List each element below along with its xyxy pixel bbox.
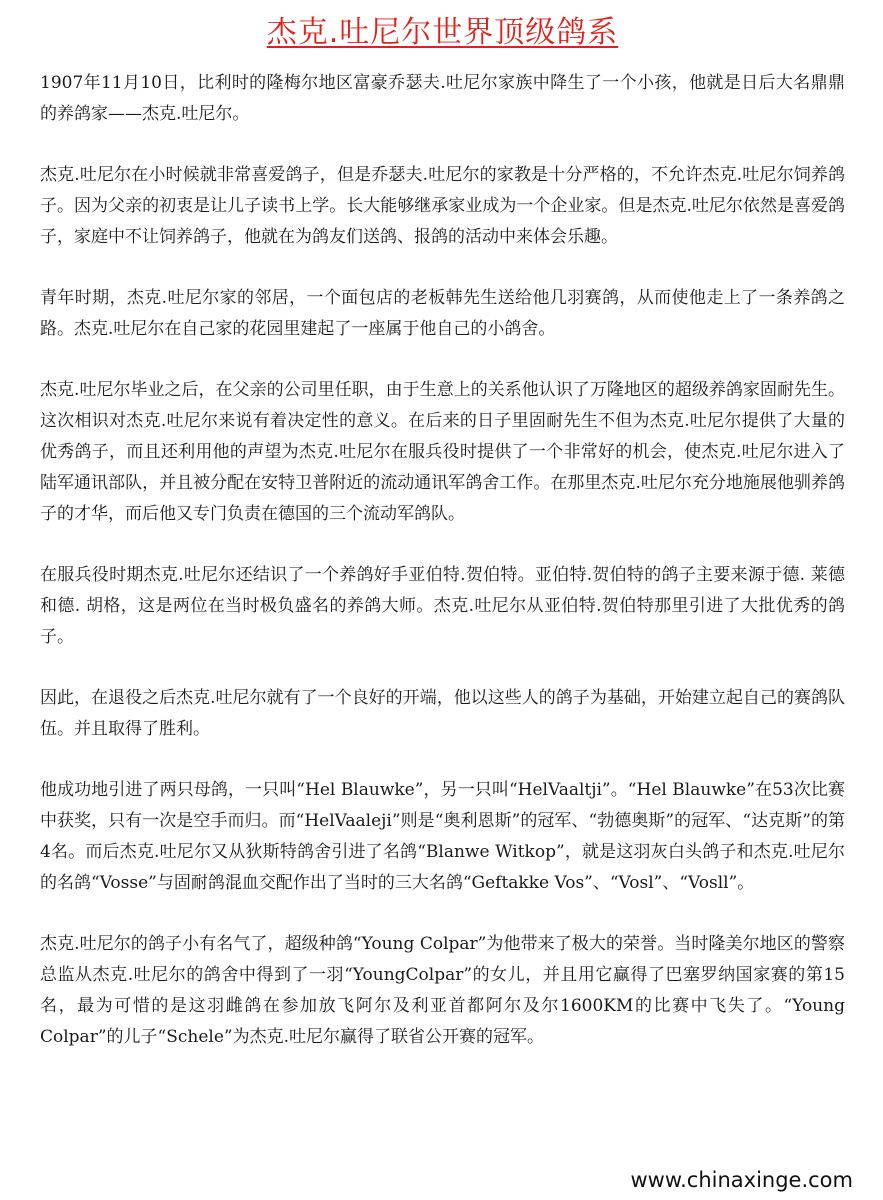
title-container [40,14,845,52]
paragraph-4: 杰克.吐尼尔毕业之后，在父亲的公司里任职，由于生意上的关系他认识了万隆地区的超级养鸽家固耐先生。这次相识对杰克.吐尼尔来说有着决定性的意义。在后来的日子里固耐先生不但为杰克.吐尼尔提供了大量的优秀鸽子，而且还利用他的声望为杰克.吐尼尔在服兵役时提供了一个非常好的机会，使杰克.吐尼尔进入了陆军通讯部队，并且被分配在安特卫普附近的流动通讯军鸽舍工作。在那里杰克.吐尼尔充分地施展他驯养鸽子的才华，而后他又专门负责在德国的三个流动军鸽队。 [40,380,845,524]
paragraph-2: 杰克.吐尼尔在小时候就非常喜爱鸽子，但是乔瑟夫.吐尼尔的家教是十分严格的，不允许杰克.吐尼尔饲养鸽子。因为父亲的初衷是让儿子读书上学。长大能够继承家业成为一个企业家。但是杰克.吐尼尔依然是喜爱鸽子，家庭中不让饲养鸽子，他就在为鸽友们送鸽、报鸽的活动中来体会乐趣。 [40,165,845,247]
document-body [40,68,845,1053]
paragraph-6: 因此，在退役之后杰克.吐尼尔就有了一个良好的开端，他以这些人的鸽子为基础，开始建立起自己的赛鸽队伍。并且取得了胜利。 [40,688,845,739]
document-title: 杰克.吐尼尔世界顶级鸽系 [266,15,619,50]
paragraph-5: 在服兵役时期杰克.吐尼尔还结识了一个养鸽好手亚伯特.贺伯特。亚伯特.贺伯特的鸽子主要来源于德. 莱德和德. 胡格，这是两位在当时极负盛名的养鸽大师。杰克.吐尼尔从亚伯特.贺伯特那里引进了大批优秀的鸽子。 [40,565,845,647]
paragraph-3: 青年时期，杰克.吐尼尔家的邻居，一个面包店的老板韩先生送给他几羽赛鸽，从而使他走上了一条养鸽之路。杰克.吐尼尔在自己家的花园里建起了一座属于他自己的小鸽舍。 [40,288,845,339]
paragraph-1: 1907年11月10日，比利时的隆梅尔地区富豪乔瑟夫.吐尼尔家族中降生了一个小孩，他就是日后大名鼎鼎的养鸽家——杰克.吐尼尔。 [40,73,845,124]
paragraph-8: 杰克.吐尼尔的鸽子小有名气了，超级种鸽“Young Colpar”为他带来了极大的荣誉。当时隆美尔地区的警察总监从杰克.吐尼尔的鸽舍中得到了一羽“YoungColpar”的女儿，并且用它赢得了巴塞罗纳国家赛的第15名，最为可惜的是这羽雌鸽在参加放飞阿尔及利亚首都阿尔及尔1600KM的比赛中飞失了。“Young Colpar”的儿子“Schele”为杰克.吐尼尔赢得了联省公开赛的冠军。 [40,934,845,1047]
site-watermark: www.chinaxinge.com [627,1168,858,1192]
paragraph-7: 他成功地引进了两只母鸽，一只叫“Hel Blauwke”，另一只叫“HelVaaltji”。“Hel Blauwke”在53次比赛中获奖，只有一次是空手而归。而“HelVaaleji”则是“奥利恩斯”的冠军、“勃德奥斯”的冠军、“达克斯”的第4名。而后杰克.吐尼尔又从狄斯特鸽舍引进了名鸽“Blanwe Witkop”，就是这羽灰白头鸽子和杰克.吐尼尔的名鸽“Vosse”与固耐鸽混血交配作出了当时的三大名鸽“Geftakke Vos”、“Vosl”、“Vosll”。 [40,780,845,893]
